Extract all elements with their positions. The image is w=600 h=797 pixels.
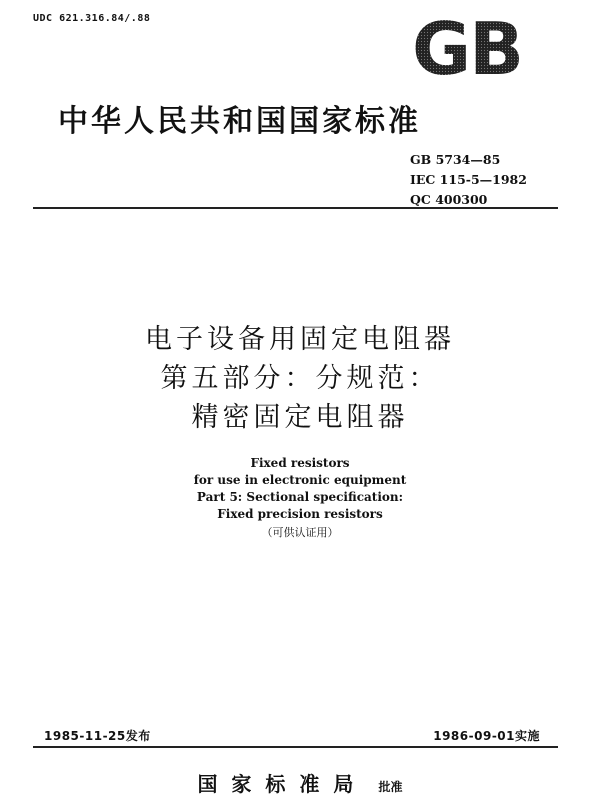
certification-note: （可供认证用） bbox=[261, 526, 339, 539]
standard-codes bbox=[410, 150, 527, 210]
footer-divider bbox=[33, 746, 558, 748]
chinese-title-line: 电子设备用固定电阻器 bbox=[145, 324, 455, 355]
english-title-line: Fixed resistors bbox=[250, 456, 350, 470]
english-title-line: for use in electronic equipment bbox=[193, 473, 407, 487]
chinese-title-line: 第五部分：分规范： bbox=[160, 363, 440, 394]
header-divider bbox=[33, 207, 558, 209]
chinese-title bbox=[0, 320, 600, 437]
english-title-line: Part 5: Sectional specification: bbox=[196, 490, 404, 504]
english-title-line: Fixed precision resistors bbox=[217, 507, 383, 521]
gb-logo bbox=[405, 16, 530, 80]
national-standard-title: 中华人民共和国国家标准 bbox=[58, 104, 421, 139]
standard-code-qc: QC 400300 bbox=[410, 192, 488, 207]
chinese-title-line: 精密固定电阻器 bbox=[191, 402, 409, 433]
issue-date: 1985-11-25发布 bbox=[44, 729, 151, 743]
english-title bbox=[0, 455, 600, 523]
standard-code-iec: IEC 115-5—1982 bbox=[410, 172, 527, 187]
publisher bbox=[0, 768, 600, 797]
publisher-name: 国家标准局 bbox=[197, 772, 368, 796]
publisher-approval: 批准 bbox=[378, 780, 403, 794]
udc-code: UDC 621.316.84/.88 bbox=[33, 13, 151, 24]
implementation-date: 1986-09-01实施 bbox=[433, 729, 540, 743]
standard-code-gb: GB 5734—85 bbox=[410, 152, 501, 167]
gb-logo-text: GB bbox=[412, 16, 522, 80]
